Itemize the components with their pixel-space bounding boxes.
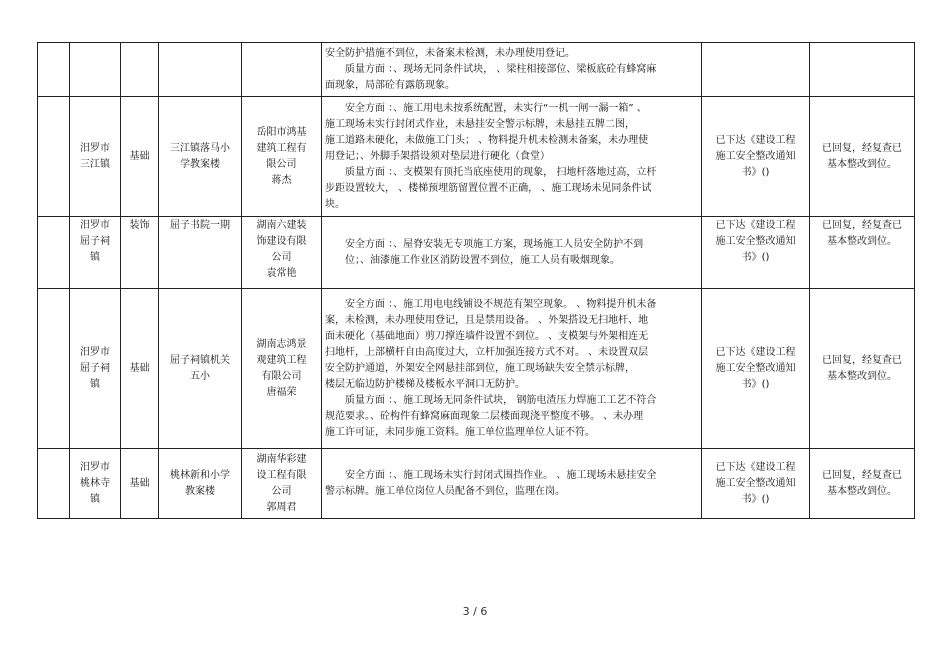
page-number xyxy=(0,605,950,618)
type-cell: 基础 xyxy=(121,289,159,449)
town-cell: 汨罗市 桃林寺 镇 xyxy=(70,449,121,519)
page-current: 3 xyxy=(462,605,470,618)
details-paragraph: 安全防护措施不到位，未备案未检测，未办理使用登记。 xyxy=(325,47,575,59)
notice-cell: 已下达《建设工程 施工安全整改通知 书》() xyxy=(702,217,810,289)
details-cell xyxy=(322,43,702,97)
reply-cell: 已回复，经复查已 基本整改到位。 xyxy=(810,97,915,217)
page-separator: / xyxy=(473,605,477,618)
town-cell: 汨罗市 屈子祠 镇 xyxy=(70,289,121,449)
company-cell: 岳阳市鸿基 建筑工程有 限公司 蒋杰 xyxy=(242,97,322,217)
index-cell xyxy=(38,43,70,97)
project-cell xyxy=(159,43,242,97)
index-cell xyxy=(38,449,70,519)
details-paragraph: 安全方面 ：、屋脊安装无专项施工方案，现场施工人员安全防护不到 位；、油漆施工作业区消防设置不到位，施工人员有吸烟现象。 xyxy=(345,238,644,266)
details-paragraph: 质量方面 ：、施工现场无同条件试块， 钢筋电渣压力焊施工工艺不符合 规范要求。、砼构件有蜂窝麻面现象二层楼面现浇平整度不够。 、未办理 施工许可证，未同步施工资料。施工单位监理单位人证不符。 xyxy=(325,394,657,438)
page-total: 6 xyxy=(480,605,488,618)
project-cell: 桃林新和小学 教案楼 xyxy=(159,449,242,519)
notice-cell: 已下达《建设工程 施工安全整改通知 书》() xyxy=(702,97,810,217)
company-cell: 湖南志鸿景 观建筑工程 有限公司 唐福荣 xyxy=(242,289,322,449)
index-cell xyxy=(38,289,70,449)
project-cell: 屈子祠镇机关 五小 xyxy=(159,289,242,449)
notice-cell xyxy=(702,43,810,97)
details-paragraph: 质量方面 ：、现场无同条件试块， 、梁柱相接部位、梁板底砼有蜂窝麻 面现象，局部砼有露筋现象。 xyxy=(325,63,657,91)
reply-cell: 已回复，经复查已 基本整改到位。 xyxy=(810,449,915,519)
details-paragraph: 质量方面 ：、支模架有顶托当底座使用的现象， 扫地杆落地过高，立杆 步距设置较大， 、楼梯预埋筋留置位置不正确， 、施工现场未见同条件试 块。 xyxy=(325,166,657,210)
details-cell xyxy=(322,289,702,449)
project-cell: 三江镇落马小 学教案楼 xyxy=(159,97,242,217)
project-cell: 屈子书院一期 xyxy=(159,217,242,289)
details-cell xyxy=(322,217,702,289)
notice-cell: 已下达《建设工程 施工安全整改通知 书》() xyxy=(702,289,810,449)
details-paragraph: 安全方面 ：、施工现场未实行封闭式围挡作业。 、施工现场未悬挂安全 警示标牌。施工单位岗位人员配备不到位，监理在岗。 xyxy=(325,469,657,497)
details-cell xyxy=(322,449,702,519)
table-row xyxy=(38,43,915,97)
index-cell xyxy=(38,217,70,289)
type-cell: 基础 xyxy=(121,97,159,217)
details-cell xyxy=(322,97,702,217)
town-cell xyxy=(70,43,121,97)
type-cell xyxy=(121,43,159,97)
details-paragraph: 安全方面 ：、施工用电未按系统配置，未实行“一机一闸一漏一箱” 、 施工现场未实行封闭式作业，未悬挂安全警示标牌，未悬挂五牌二图， 施工道路未硬化，未做施工门头； 、物料提升机未检测未备案，未办理使 用登记；、外脚手架搭设须对垫层进行硬化（食堂） xyxy=(325,102,649,162)
town-cell: 汨罗市 屈子祠 镇 xyxy=(70,217,121,289)
reply-cell: 已回复，经复查已 基本整改到位。 xyxy=(810,289,915,449)
reply-cell: 已回复，经复查已 基本整改到位。 xyxy=(810,217,915,289)
inspection-table xyxy=(37,42,915,519)
index-cell xyxy=(38,97,70,217)
company-cell: 湖南六建装 饰建设有限 公司 袁常艳 xyxy=(242,217,322,289)
table-row xyxy=(38,97,915,217)
type-cell: 基础 xyxy=(121,449,159,519)
table-row xyxy=(38,217,915,289)
town-cell: 汨罗市 三江镇 xyxy=(70,97,121,217)
company-cell xyxy=(242,43,322,97)
details-paragraph: 安全方面 ：、施工用电电线铺设不规范有架空现象。 、物料提升机未备 案，未检测，未办理使用登记，且是禁用设备。 、外架搭设无扫地杆、地 面未硬化（基础地面）剪刀撑连墙件设置不到位。 、支模架与外架相连无 扫地杆，上部横杆自由高度过大，立杆加强连接方式不对。 、未设置双层 安全防护通道，外架安全网悬挂部到位，施工现场缺失安全禁示标牌， 楼层无临边防护楼梯及楼板水平洞口无防护。 xyxy=(325,298,657,390)
table-row xyxy=(38,289,915,449)
company-cell: 湖南华彩建 设工程有限 公司 郭周君 xyxy=(242,449,322,519)
table-row xyxy=(38,449,915,519)
reply-cell xyxy=(810,43,915,97)
notice-cell: 已下达《建设工程 施工安全整改通知 书》() xyxy=(702,449,810,519)
type-cell: 装饰 xyxy=(121,217,159,289)
